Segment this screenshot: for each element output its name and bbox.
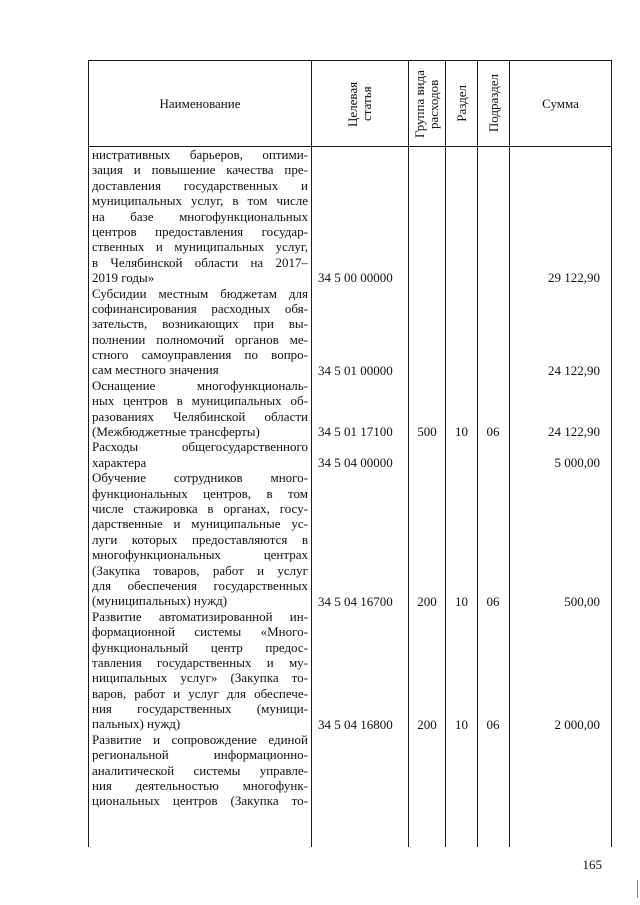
name-line: региональной информационно-: [92, 747, 308, 763]
page-number: 165: [582, 857, 602, 872]
name-line: дарственные и муниципальные ус-: [92, 516, 308, 532]
header-subsection: Подраздел: [485, 74, 501, 133]
name-line: варов, работ и услуг для обеспече-: [92, 685, 308, 701]
name-line: Субсидии местным бюджетам для: [92, 285, 308, 301]
header-target: Целевая статья: [345, 80, 374, 127]
section-code: 10: [455, 593, 468, 609]
name-line: доставления государственных и: [92, 177, 308, 193]
name-line: (Закупка товаров, работ и услуг: [92, 562, 308, 578]
expense-group: 200: [417, 716, 437, 732]
name-line: ния деятельностью многофунк-: [92, 778, 308, 794]
subsection-code: 06: [486, 424, 500, 440]
name-line: сам местного значения: [92, 362, 219, 378]
name-line: (муниципальных) нужд): [92, 593, 228, 609]
name-line: стного самоуправления по вопро-: [92, 347, 308, 363]
header-sum: Сумма: [542, 95, 579, 111]
name-line: полнении полномочий органов ме-: [92, 331, 308, 347]
table-row: [92, 439, 308, 470]
name-line: числе стажировка в органах, госу-: [92, 500, 308, 516]
name-line: зация и повышение качества пре-: [92, 162, 308, 178]
name-line: характера: [92, 454, 147, 470]
name-line: на базе многофункциональных: [92, 208, 308, 224]
header-subsection-cell: [478, 61, 509, 146]
expense-group: 200: [417, 593, 437, 609]
name-column: [92, 147, 308, 809]
name-line: тавления государственных и му-: [92, 654, 308, 670]
sum-value: 5 000,00: [554, 455, 600, 470]
name-line: Развитие и сопровождение единой: [92, 731, 308, 747]
sum-value: 2 000,00: [554, 716, 600, 732]
name-line: циональных центров (Закупка то-: [92, 793, 308, 809]
name-line: аналитической системы управле-: [92, 762, 308, 778]
name-line: многофункциональных центрах: [92, 547, 308, 563]
header-group-cell: [409, 61, 445, 146]
name-line: 2019 годы»: [92, 270, 155, 286]
expense-group: 500: [417, 424, 437, 440]
table-right-border: [611, 60, 612, 847]
table-row: [92, 470, 308, 609]
name-line: Оснащение многофункциональ-: [92, 377, 308, 393]
name-line: ственных и муниципальных услуг,: [92, 239, 308, 255]
name-line: софинансирования расходных обя-: [92, 300, 308, 316]
target-code: 34 5 04 16700: [318, 593, 393, 609]
name-line: для обеспечения государственных: [92, 577, 308, 593]
name-line: Развитие автоматизированной ин-: [92, 608, 308, 624]
header-name: Наименование: [159, 95, 241, 111]
table-row: [92, 286, 308, 378]
name-line: функциональных центров, в том: [92, 485, 308, 501]
section-code: 10: [455, 424, 468, 440]
target-code: 34 5 04 00000: [318, 455, 393, 470]
target-code: 34 5 01 17100: [318, 424, 393, 440]
target-code: 34 5 01 00000: [318, 362, 393, 378]
table-left-border: [88, 60, 89, 847]
section-code: 10: [455, 716, 468, 732]
name-line: ниципальных услуг» (Закупка то-: [92, 670, 308, 686]
header-group: Группа вида расходов: [412, 69, 441, 138]
table-row: [92, 378, 308, 440]
column-divider: [311, 60, 312, 847]
name-line: Расходы общегосударственного: [92, 439, 308, 455]
column-divider: [509, 60, 510, 847]
name-line: Обучение сотрудников много-: [92, 470, 308, 486]
scan-edge-mark: [637, 880, 638, 898]
target-code: 34 5 04 16800: [318, 716, 393, 732]
name-line: ных центров в муниципальных об-: [92, 393, 308, 409]
header-section-cell: [446, 61, 477, 146]
table-row: [92, 147, 308, 286]
subsection-code: 06: [486, 593, 500, 609]
header-section: Раздел: [453, 85, 469, 122]
table-row: [92, 732, 308, 809]
name-line: пальных) нужд): [92, 716, 181, 732]
sum-value: 24 122,90: [548, 362, 600, 378]
name-line: формационной системы «Много-: [92, 624, 308, 640]
sum-value: 500,00: [564, 593, 600, 609]
name-line: муниципальных услуг, в том числе: [92, 193, 308, 209]
sum-value: 24 122,90: [548, 424, 600, 440]
table-row: [92, 609, 308, 732]
name-line: разованиях Челябинской области: [92, 408, 308, 424]
sum-value: 29 122,90: [548, 270, 600, 286]
header-target-cell: [312, 61, 408, 146]
name-line: зательств, возникающих при вы-: [92, 316, 308, 332]
target-code: 34 5 00 00000: [318, 270, 393, 286]
name-line: в Челябинской области на 2017–: [92, 254, 308, 270]
name-line: нистративных барьеров, оптими-: [92, 147, 308, 162]
name-line: ния государственных (муници-: [92, 701, 308, 717]
name-line: функциональный центр предос-: [92, 639, 308, 655]
name-line: центров предоставления государ-: [92, 223, 308, 239]
name-line: (Межбюджетные трансферты): [92, 424, 260, 440]
subsection-code: 06: [486, 716, 500, 732]
name-line: луги которых предоставляются в: [92, 531, 308, 547]
